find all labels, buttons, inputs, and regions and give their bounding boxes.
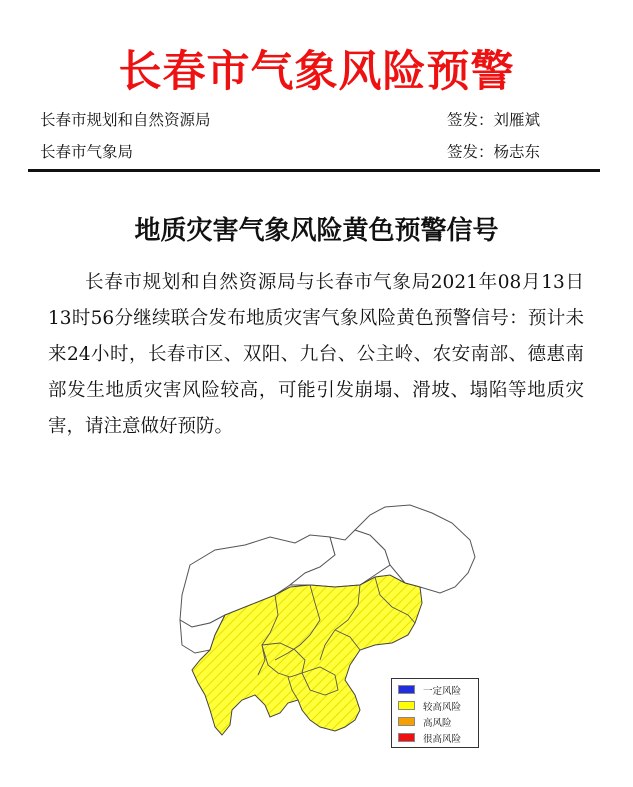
issuer-signer-2: 签发：杨志东 — [447, 143, 541, 161]
legend-swatch — [398, 717, 415, 726]
legend-label: 高风险 — [423, 717, 452, 729]
legend-item — [392, 682, 478, 697]
legend-item — [392, 730, 478, 745]
issuer-org-2: 长春市气象局 — [40, 143, 134, 161]
map-legend — [391, 678, 479, 748]
header-divider — [28, 169, 600, 172]
legend-label: 较高风险 — [423, 701, 462, 713]
legend-swatch — [398, 685, 415, 694]
legend-item — [392, 714, 478, 729]
legend-swatch — [398, 733, 415, 742]
legend-swatch — [398, 701, 415, 710]
legend-label: 一定风险 — [423, 685, 462, 697]
issuer-signer-1: 签发：刘雁斌 — [447, 111, 541, 129]
bulletin-heading: 地质灾害气象风险黄色预警信号 — [134, 216, 499, 246]
legend-item — [392, 698, 478, 713]
legend-label: 很高风险 — [423, 733, 462, 745]
issuer-org-1: 长春市规划和自然资源局 — [40, 111, 211, 129]
page-title: 长春市气象风险预警 — [118, 47, 515, 97]
bulletin-body: 长春市规划和自然资源局与长春市气象局2021年08月13日13时56分继续联合发布地质灾害气象风险黄色预警信号：预计未来24小时，长春市区、双阳、九台、公主岭、农安南部、德惠南部发生地质灾害风险较高，可能引发崩塌、滑坡、塌陷等地质灾害，请注意做好预防。 — [48, 272, 584, 437]
